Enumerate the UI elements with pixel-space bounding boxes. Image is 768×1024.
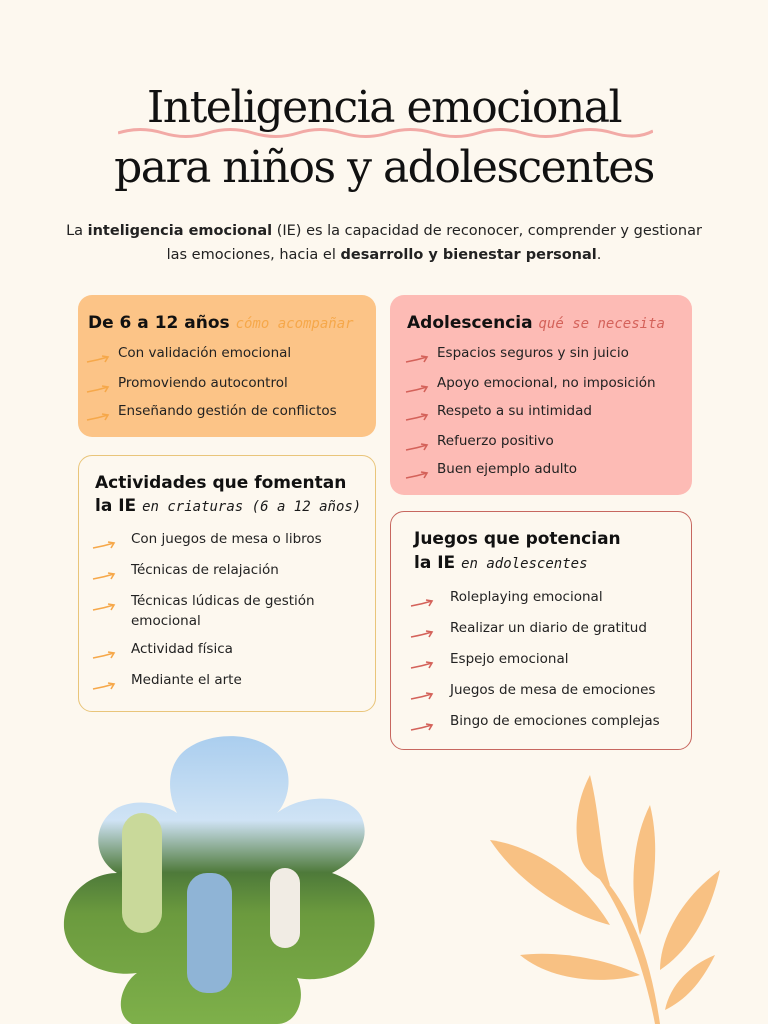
arrow-icon [405,407,429,417]
arrow-icon [86,379,110,389]
children-running-photo [62,733,378,1024]
title-line-1: Inteligencia emocional [146,82,622,133]
card-heading: Juegos que potencian [414,529,621,549]
arrow-icon [410,686,434,696]
list-item: Técnicas lúdicas de gestión emocional [131,593,315,629]
squiggle-underline [118,126,653,140]
arrow-icon [410,655,434,665]
arrow-icon [92,566,116,576]
list-item: Mediante el arte [131,672,242,688]
list-item: Promoviendo autocontrol [118,375,288,391]
arrow-icon [410,624,434,634]
card-heading: la IE en criaturas (6 a 12 años) [95,496,362,516]
card-heading: Actividades que fomentan [95,473,347,493]
list-item: Buen ejemplo adulto [437,461,578,477]
arrow-icon [410,593,434,603]
arrow-icon [405,379,429,389]
card-heading: Adolescencia qué se necesita [407,313,665,333]
list-item: Con validación emocional [118,345,292,361]
arrow-icon [405,437,429,447]
list-item: Refuerzo positivo [437,433,554,449]
arrow-icon [92,645,116,655]
arrow-icon [86,407,110,417]
leaf-decoration [490,775,730,1024]
list-item: Apoyo emocional, no imposición [437,375,656,391]
card-heading: De 6 a 12 años cómo acompañar [88,313,354,333]
arrow-icon [410,717,434,727]
list-item: Juegos de mesa de emociones [450,682,656,698]
list-item: Bingo de emociones complejas [450,713,660,729]
list-item: Técnicas de relajación [131,562,279,578]
card-heading: la IE en adolescentes [414,553,588,573]
list-item: Con juegos de mesa o libros [131,531,322,547]
arrow-icon [405,349,429,359]
list-item: Realizar un diario de gratitud [450,620,647,636]
list-item: Roleplaying emocional [450,589,603,605]
arrow-icon [86,349,110,359]
list-item: Respeto a su intimidad [437,403,592,419]
title-line-2: para niños y adolescentes [114,142,654,193]
intro-paragraph: La inteligencia emocional (IE) es la capacidad de reconocer, comprender y gestionar las emociones, hacia el desarrollo y bienestar personal. [66,223,702,263]
list-item: Actividad física [131,641,233,657]
list-item: Espejo emocional [450,651,569,667]
arrow-icon [405,465,429,475]
arrow-icon [92,535,116,545]
arrow-icon [92,676,116,686]
list-item: Espacios seguros y sin juicio [437,345,629,361]
list-item: Enseñando gestión de conflictos [118,403,337,419]
arrow-icon [92,597,116,607]
